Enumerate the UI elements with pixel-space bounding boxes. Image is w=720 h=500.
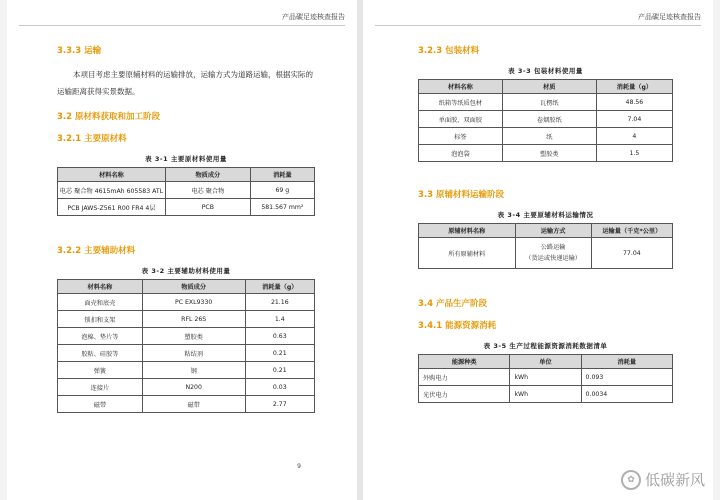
column-header: 消耗量 <box>581 355 672 369</box>
table-cell: RFL 26S <box>142 311 245 328</box>
table-cell: 卷烟胶纸 <box>502 111 596 128</box>
table-header-row <box>419 355 673 369</box>
watermark <box>621 469 705 490</box>
table-cell: 瓦楞纸 <box>502 94 596 111</box>
table-cell: 磁带 <box>142 396 245 413</box>
table-cell: 连接片 <box>58 379 143 396</box>
table-cell: 标签 <box>419 128 503 145</box>
table-row <box>58 294 315 311</box>
column-header: 能源种类 <box>419 355 510 369</box>
table-cell: 塑胶类 <box>142 328 245 345</box>
table-cell: PCB JAWS-Z561 R00 FR4 4层 <box>58 199 166 216</box>
table-header-row <box>419 80 673 94</box>
section-heading: 3.2.2 主要辅助材料 <box>57 246 136 256</box>
table-cell: 69 g <box>250 182 314 199</box>
table-cell: N200 <box>142 379 245 396</box>
table-cell: 1.5 <box>596 145 672 162</box>
running-header: 产品碳足迹核查报告 <box>638 13 701 21</box>
table-cell: 钢 <box>142 362 245 379</box>
table-aux-materials <box>57 279 315 413</box>
header-rule <box>375 25 701 26</box>
column-header: 运输方式 <box>515 224 591 238</box>
table-cell: 0.63 <box>245 328 314 345</box>
page-number: 9 <box>297 463 301 470</box>
table-cell <box>515 238 591 269</box>
table-header-row <box>419 224 673 238</box>
column-header: 物质成分 <box>142 280 245 294</box>
section-heading: 3.4.1 能源资源消耗 <box>418 321 497 331</box>
table-cell: 0.0034 <box>581 386 672 403</box>
table-cell: 面壳和底壳 <box>58 294 143 311</box>
column-header: 运输量（千克*公里） <box>591 224 672 238</box>
section-heading: 3.4 产品生产阶段 <box>418 299 488 309</box>
table-row <box>58 311 315 328</box>
table-row <box>58 396 315 413</box>
table-row <box>58 362 315 379</box>
column-header: 物质成分 <box>165 168 250 182</box>
table-cell: 0.21 <box>245 345 314 362</box>
paw-icon: ✿ <box>621 470 641 490</box>
table-packaging <box>418 79 673 162</box>
watermark-text: 低碳新风 <box>644 471 705 489</box>
paragraph: 本项目考虑主要原辅材料的运输排放，运输方式为道路运输，根据实际的运输距离获得实景数据。 <box>57 70 313 96</box>
table-cell: kWh <box>510 369 581 386</box>
table-cell: PC EXL9330 <box>142 294 245 311</box>
table-cell: 1.4 <box>245 311 314 328</box>
table-row <box>58 345 315 362</box>
table-cell: 电芯 聚合物 4615mAh 605583 ATL <box>58 182 166 199</box>
table-energy <box>418 354 673 403</box>
table-cell: 锁扣和支架 <box>58 311 143 328</box>
header-rule <box>19 25 345 26</box>
table-cell: 7.04 <box>596 111 672 128</box>
table-cell: 2.77 <box>245 396 314 413</box>
column-header: 材料名称 <box>419 80 503 94</box>
table-cell: 581.567 mm² <box>250 199 314 216</box>
table-row <box>419 94 673 111</box>
table-cell: 粘结剂 <box>142 345 245 362</box>
table-caption: 表 3-5 生产过程能源资源消耗数据清单 <box>483 342 608 350</box>
cell-line: 公路运输 <box>540 244 566 251</box>
table-header-row <box>58 168 315 182</box>
table-cell: 泡泡袋 <box>419 145 503 162</box>
table-main-materials <box>57 167 315 216</box>
table-row <box>58 182 315 199</box>
table-cell: kWh <box>510 386 581 403</box>
section-heading: 3.2.3 包装材料 <box>418 46 480 56</box>
table-row <box>419 111 673 128</box>
table-cell: 纸箱等纸质包材 <box>419 94 503 111</box>
table-cell: 塑胶类 <box>502 145 596 162</box>
table-cell: 21.16 <box>245 294 314 311</box>
section-heading: 3.2.1 主要原材料 <box>57 134 127 144</box>
table-cell: 4 <box>596 128 672 145</box>
table-row <box>58 379 315 396</box>
table-cell: 77.04 <box>591 238 672 269</box>
table-cell: 弹簧 <box>58 362 143 379</box>
table-cell: 0.21 <box>245 362 314 379</box>
page-right <box>363 0 713 500</box>
table-row <box>419 128 673 145</box>
column-header: 材质 <box>502 80 596 94</box>
table-caption: 表 3-4 主要原辅材料运输情况 <box>497 211 594 219</box>
page-content <box>57 44 315 413</box>
table-cell: 光伏电力 <box>419 386 510 403</box>
table-header-row <box>58 280 315 294</box>
table-cell: 胶粘、硅胶等 <box>58 345 143 362</box>
table-cell: 纸 <box>502 128 596 145</box>
table-cell: 所有原辅材料 <box>419 238 516 269</box>
table-row <box>58 328 315 345</box>
column-header: 材料名称 <box>58 280 143 294</box>
page-content <box>418 44 673 403</box>
table-caption: 表 3-1 主要原材料使用量 <box>145 155 227 163</box>
section-heading: 3.3 原辅材料运输阶段 <box>418 190 505 200</box>
table-caption: 表 3-3 包装材料使用量 <box>508 67 583 75</box>
table-cell: 外购电力 <box>419 369 510 386</box>
table-row <box>419 145 673 162</box>
column-header: 消耗量 <box>250 168 314 182</box>
table-cell: 磁带 <box>58 396 143 413</box>
table-cell: 0.093 <box>581 369 672 386</box>
page-left <box>7 0 357 500</box>
table-cell: 电芯 聚合物 <box>165 182 250 199</box>
column-header: 材料名称 <box>58 168 166 182</box>
section-heading: 3.3.3 运输 <box>57 46 102 56</box>
running-header: 产品碳足迹核查报告 <box>282 13 345 21</box>
cell-line: （货运或快递运输） <box>525 255 581 262</box>
table-cell: 48.56 <box>596 94 672 111</box>
table-row <box>419 238 673 269</box>
table-row <box>58 199 315 216</box>
table-caption: 表 3-2 主要辅助材料使用量 <box>141 267 231 275</box>
table-row <box>419 386 673 403</box>
column-header: 原辅材料名称 <box>419 224 516 238</box>
table-cell: PCB <box>165 199 250 216</box>
column-header: 消耗量（g） <box>596 80 672 94</box>
table-cell: 0.03 <box>245 379 314 396</box>
table-row <box>419 369 673 386</box>
column-header: 消耗量（g） <box>245 280 314 294</box>
table-cell: 泡棉、垫片等 <box>58 328 143 345</box>
column-header: 单位 <box>510 355 581 369</box>
table-cell: 单面胶、双面胶 <box>419 111 503 128</box>
table-transport <box>418 223 673 269</box>
section-heading: 3.2 原材料获取和加工阶段 <box>57 112 161 122</box>
